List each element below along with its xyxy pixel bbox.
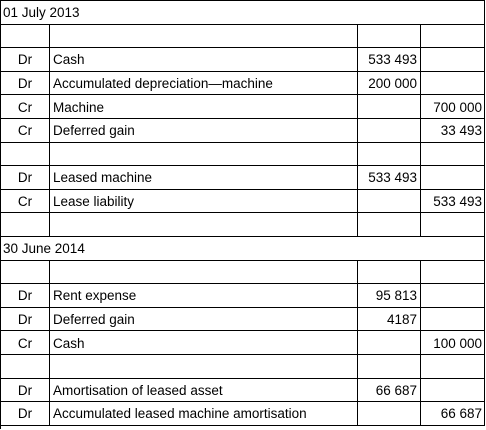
account-cell: Machine <box>50 95 358 118</box>
dr-cr-cell: Cr <box>1 119 50 142</box>
empty-cell <box>358 25 421 48</box>
empty-cell <box>1 261 50 284</box>
account-cell: Lease liability <box>50 190 358 213</box>
empty-cell <box>358 261 421 284</box>
journal-entry-row <box>1 308 485 332</box>
journal-entry-row <box>1 95 485 119</box>
debit-cell: 200 000 <box>358 72 421 95</box>
empty-cell <box>421 213 485 236</box>
empty-cell <box>1 25 50 48</box>
empty-cell <box>358 355 421 378</box>
empty-cell <box>50 143 358 166</box>
credit-cell <box>421 166 485 189</box>
journal-entry-row <box>1 402 485 426</box>
dr-cr-cell: Dr <box>1 379 50 402</box>
date-header: 01 July 2013 <box>1 1 485 24</box>
account-cell: Cash <box>50 331 358 354</box>
debit-cell: 533 493 <box>358 166 421 189</box>
empty-cell <box>421 261 485 284</box>
empty-cell <box>1 143 50 166</box>
credit-cell: 700 000 <box>421 95 485 118</box>
blank-row <box>1 355 485 379</box>
credit-cell <box>421 48 485 71</box>
debit-cell <box>358 95 421 118</box>
journal-entry-row <box>1 331 485 355</box>
credit-cell <box>421 308 485 331</box>
dr-cr-cell: Cr <box>1 331 50 354</box>
debit-cell <box>358 119 421 142</box>
journal-entry-row <box>1 379 485 403</box>
account-cell: Accumulated depreciation—machine <box>50 72 358 95</box>
account-cell: Accumulated leased machine amortisation <box>50 402 358 425</box>
empty-cell <box>358 143 421 166</box>
empty-cell <box>50 25 358 48</box>
credit-cell <box>421 72 485 95</box>
empty-cell <box>421 355 485 378</box>
credit-cell <box>421 284 485 307</box>
journal-entry-row <box>1 166 485 190</box>
dr-cr-cell: Cr <box>1 95 50 118</box>
date-header: 30 June 2014 <box>1 237 485 260</box>
credit-cell: 533 493 <box>421 190 485 213</box>
dr-cr-cell: Dr <box>1 308 50 331</box>
empty-cell <box>421 143 485 166</box>
credit-cell: 33 493 <box>421 119 485 142</box>
empty-cell <box>358 213 421 236</box>
empty-cell <box>50 355 358 378</box>
date-header-row <box>1 1 485 25</box>
dr-cr-cell: Dr <box>1 402 50 425</box>
dr-cr-cell: Dr <box>1 72 50 95</box>
credit-cell: 66 687 <box>421 402 485 425</box>
journal-entry-row <box>1 190 485 214</box>
dr-cr-cell: Cr <box>1 190 50 213</box>
debit-cell: 4187 <box>358 308 421 331</box>
dr-cr-cell: Dr <box>1 284 50 307</box>
blank-row <box>1 143 485 167</box>
account-cell: Leased machine <box>50 166 358 189</box>
empty-cell <box>1 213 50 236</box>
blank-row <box>1 213 485 237</box>
journal-entry-row <box>1 284 485 308</box>
credit-cell: 100 000 <box>421 331 485 354</box>
credit-cell <box>421 379 485 402</box>
empty-cell <box>50 213 358 236</box>
account-cell: Deferred gain <box>50 308 358 331</box>
dr-cr-cell: Dr <box>1 48 50 71</box>
blank-row <box>1 25 485 49</box>
journal-entry-row <box>1 72 485 96</box>
debit-cell: 66 687 <box>358 379 421 402</box>
journal-entry-row <box>1 119 485 143</box>
debit-cell: 533 493 <box>358 48 421 71</box>
account-cell: Rent expense <box>50 284 358 307</box>
debit-cell: 95 813 <box>358 284 421 307</box>
account-cell: Amortisation of leased asset <box>50 379 358 402</box>
journal-entry-row <box>1 48 485 72</box>
debit-cell <box>358 402 421 425</box>
blank-row <box>1 261 485 285</box>
account-cell: Cash <box>50 48 358 71</box>
date-header-row <box>1 237 485 261</box>
dr-cr-cell: Dr <box>1 166 50 189</box>
account-cell: Deferred gain <box>50 119 358 142</box>
debit-cell <box>358 190 421 213</box>
debit-cell <box>358 331 421 354</box>
empty-cell <box>421 25 485 48</box>
empty-cell <box>1 355 50 378</box>
empty-cell <box>50 261 358 284</box>
